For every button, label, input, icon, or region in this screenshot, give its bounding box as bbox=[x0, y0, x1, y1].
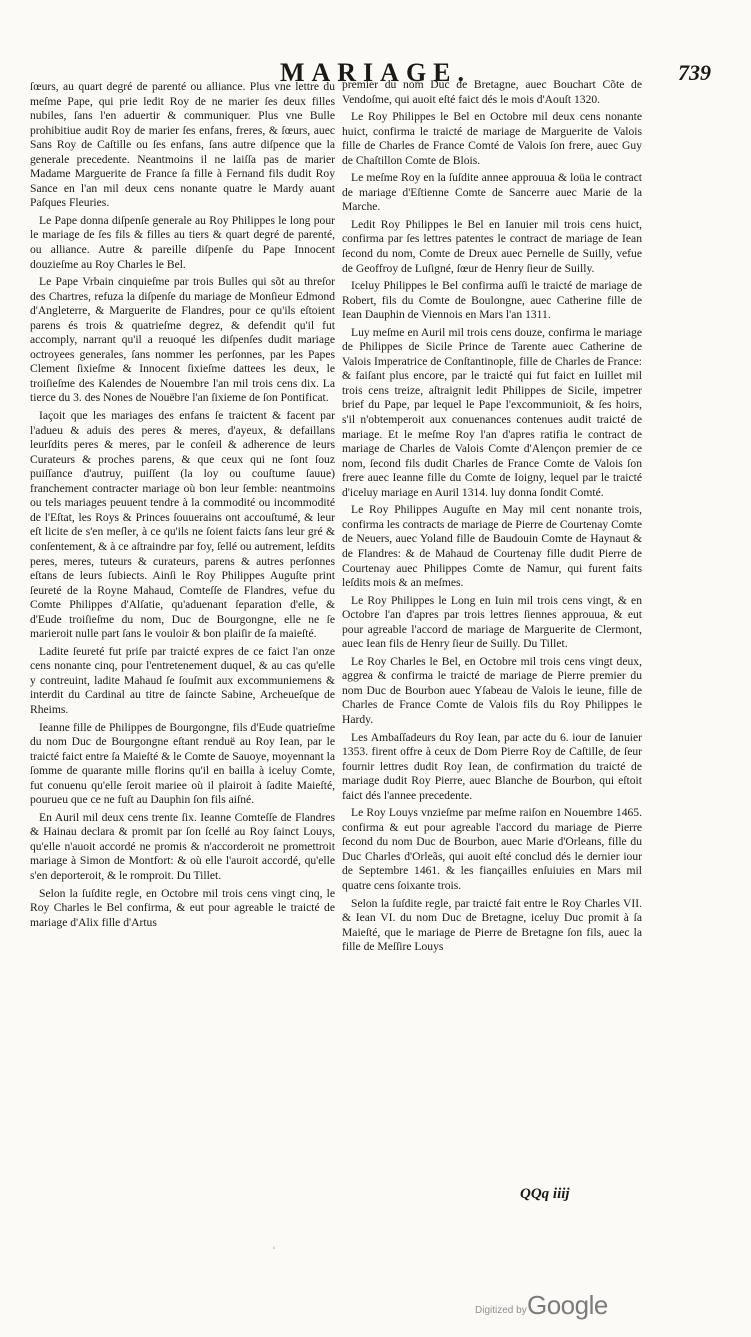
paragraph: premier du nom Duc de Bretagne, auec Bouchart Cõte de Vendoſme, qui auoit eſté faict dés le mois d'Aouſt 1320. bbox=[342, 78, 642, 106]
paragraph: Ieanne fille de Philippes de Bourgongne, fils d'Eude quatrieſme du nom Duc de Bourgongne eſtant renduë au Roy Iean, par le traicté faict entre ſa Maieſté & le Comte de Sauoye, moyennant la ſomme de quarante mille florins qu'il en bailla à iceluy Comte, fut conuenu qu'elle ſeroit mariee où il plairoit à ſadite Maieſté, pourueu que ce ne fuſt au Dauphin ſon fils aiſné. bbox=[30, 720, 335, 807]
paragraph: Le Roy Louys vnzieſme par meſme raiſon en Nouembre 1465. confirma & eut pour agreable l'accord du mariage de Pierre ſecond du nom Duc de Bourbon, auec Marie d'Orleans, fille du Duc Charles d'Orleãs, qui auoit eſté conclud dés le dernier iour de Septembre 1461. & les fiançailles enſuiuies en Mars mil quatre cens ſoixante trois. bbox=[342, 806, 642, 892]
google-watermark bbox=[475, 1290, 635, 1324]
paragraph: Le Roy Charles le Bel, en Octobre mil trois cens vingt deux, aggrea & confirma le traicté de mariage de Pierre premier du nom Duc de Bourbon auec Yſabeau de Valois le ieune, fille de Charles de France Comte de Valois fils du Roy Philippes le Hardy. bbox=[342, 654, 642, 726]
paragraph: Ladite ſeureté fut priſe par traicté expres de ce faict l'an onze cens nonante cinq, pour l'entretenement duquel, & au cas qu'elle y contreuint, ladite Mahaud ſe ſouſmit aux excommuniemens & interdit du Cardinal au titre de ſaincte Sabine, Archeueſque de Rheims. bbox=[30, 644, 335, 716]
paragraph: Iceluy Philippes le Bel confirma auſſi le traicté de mariage de Robert, fils du Comte de Boulongne, auec Catherine fille de Iean Dauphin de Viennois en Mars l'an 1311. bbox=[342, 279, 642, 322]
paragraph: Selon la ſuſdite regle, en Octobre mil trois cens vingt cinq, le Roy Charles le Bel confirma, & eut pour agreable le traicté de mariage d'Alix fille d'Artus bbox=[30, 886, 335, 929]
running-title: MARIAGE. bbox=[279, 58, 472, 87]
paragraph: Le Roy Philippes le Bel en Octobre mil deux cens nonante huict, confirma le traicté de mariage de Marguerite de Valois fille de Charles de France Comté de Valois ſon frere, auec Guy de Chaſtillon Comte de Blois. bbox=[342, 110, 642, 167]
left-column bbox=[30, 80, 335, 933]
paragraph: Selon la ſuſdite regle, par traicté fait entre le Roy Charles VII. & Iean VI. du nom Duc de Bretagne, iceluy Duc promit à ſa Maieſté, que le mariage de Pierre de Bretagne ſon fils, auec la fille de Meſſire Louys bbox=[342, 896, 642, 954]
stray-mark: ʿ bbox=[272, 1244, 276, 1258]
watermark-brand: Google bbox=[527, 1290, 608, 1320]
paragraph: Le Roy Philippes Auguſte en May mil cent nonante trois, confirma les contracts de mariage de Pierre de Courtenay Comte de Neuers, auec Yoland fille de Baudouin Comte de Haynaut & de Flandres: & de Mahaud de Courtenay fille dudit Pierre de Courtenay auec Philippes Comte de Namur, qui furent faits leſdits mois & an meſmes. bbox=[342, 503, 642, 590]
paragraph: Iaçoit que les mariages des enfans ſe traictent & facent par l'adueu & aduis des peres & meres, d'ayeux, & defaillans leurſdits peres & meres, par le conſeil & adherence de leurs Curateurs & proches parens, & que ceux qui ne ſont ſouz puiſſance d'autruy, puiſſent (la loy ou couſtume ſauue) franchement contracter mariage où bon leur ſemble: neantmoins ou tels mariages peuuent tendre à la commodité ou incommodité de l'Eſtat, les Roys & Princes ſouuerains ont accouſtumé, & leur eſt licite de s'en meſler, à ce qu'ils ne ſoient faicts ſans leur gré & conſentement, & à ce aſtraindre par foy, ſellé ou autrement, leſdits peres, meres, tuteurs & curateurs, parens & autres perſonnes eſtans de leurs ſubiects. Ainſi le Roy Philippes Auguſte print ſeureté de la Royne Mahaud, Comteſſe de Flandres, vefue du Comte Philippes d'Alſatie, qu'aduenant ſeparation d'elle, & d'Eude troiſieſme du nom, Duc de Bourgongne, elle ne ſe marieroit nulle part ſans le vouloir & bon plaiſir de ſa maieſté. bbox=[30, 409, 335, 641]
watermark-prefix: Digitized by bbox=[475, 1305, 527, 1316]
paragraph: Le Roy Philippes le Long en Iuin mil trois cens vingt, & en Octobre l'an d'apres par trois lettres ſiennes approuua, & eut pour agreable l'accord de mariage de Marguerite de Clermont, auec Iean fils de Henry ſieur de Suilly. Du Tillet. bbox=[342, 593, 642, 651]
paragraph: Luy meſme en Auril mil trois cens douze, confirma le mariage de Philippes de Sicile Prince de Tarente auec Catherine de Valois Imperatrice de Conſtantinople, fille de Charles de France: & faiſant plus encore, par le traicté qui fut faict en Iuillet mil trois cens treize, aſtraignit ledit Philippes de Sicile, impetrer brief du Pape, par lequel le Pape l'excommunioit, & ſes hoirs, s'il n'obtemperoit aux conuenances contenues audit traicté de mariage. Et le meſme Roy l'an d'apres ratifia le contract de mariage de Charles de Valois Comte d'Alençon premier de ce nom, ſecond fils dudit Charles de France Comte de Valois ſon frere auec Ieanne fille du Comte de Ioigny, lequel par le traicté d'iceluy mariage en Auril 1314. luy donna ſondit Comté. bbox=[342, 325, 642, 499]
page-number: 739 bbox=[678, 60, 711, 85]
paragraph: En Auril mil deux cens trente ſix. Ieanne Comteſſe de Flandres & Hainau declara & promit par ſon ſcellé au Roy ſainct Louys, qu'elle n'auoit accordé ne promis & n'accorderoit ne promettroit mariage à Simon de Montfort: & où elle l'auroit accordé, qu'elle s'en deporteroit, & le romproit. Du Tillet. bbox=[30, 810, 335, 882]
right-column bbox=[342, 78, 642, 958]
paragraph: ſœurs, au quart degré de parenté ou alliance. Plus vne lettre du meſme Pape, qui prie ledit Roy de ne marier ſes deux filles nubiles, ſans l'en aduertir & communiquer. Plus vne Bulle prohibitiue audit Roy de marier ſes enfans, freres, & ſœurs, auec Sans Roy de Caſtille ou ſes enfans, ſans autre diſpence que la generale precedente. Neantmoins il ne laiſſa pas de marier Madame Marguerite de France ſa fille à Fernand fils dudit Roy Sance en l'an mil deux cens nonante quatre le Mardy auant Paſques Fleuries. bbox=[30, 80, 335, 210]
paragraph: Le meſme Roy en la ſuſdite annee approuua & loüa le contract de mariage d'Eſtienne Comte de Sancerre auec Marie de la Marche. bbox=[342, 171, 642, 214]
paragraph: Le Pape Vrbain cinquieſme par trois Bulles qui sõt au threſor des Chartres, refuza la diſpenſe du mariage de Monſieur Edmond d'Angleterre, & Marguerite de Flandres, pour ce qu'ils eſtoient parens és trois & quatrieſme degrez, & defendit qu'il fut accomply, narrant qu'il a reuoqué les diſpenſes dudit mariage octroyees generales, ſans nommer les perſonnes, par les Papes Clement ſixieſme & Innocent ſixieſme dattees les deux, le troiſieſme des Kalendes de Nouembre l'an mil trois cens dix. La tierce du 3. des Nones de Nouëbre l'an ſixieme de ſon Pontificat. bbox=[30, 275, 335, 405]
paragraph: Les Ambaſſadeurs du Roy Iean, par acte du 6. iour de Ianuier 1353. firent offre à ceux de Dom Pierre Roy de Caſtille, de ſeur fournir lettres dudit Roy Iean, de confirmation du traicté de mariage dudit Roy Pierre, auec Blanche de Bourbon, qui eſtoit faict dés l'annee precedente. bbox=[342, 730, 642, 802]
paragraph: Le Pape donna diſpenſe generale au Roy Philippes le long pour le mariage de ſes fils & filles au tiers & quart degré de parenté, ou alliance. Autre & pareille diſpenſe du Pape Innocent douzieſme au Roy Charles le Bel. bbox=[30, 213, 335, 271]
signature-mark: QQq iiij bbox=[520, 1186, 570, 1202]
paragraph: Ledit Roy Philippes le Bel en Ianuier mil trois cens huict, confirma par ſes lettres patentes le contract de mariage de Iean ſecond du nom, Comte de Dreux auec Pernelle de Suilly, vefue de Geoffroy de Luſigné, ſœur de Henry ſieur de Suilly. bbox=[342, 217, 642, 275]
